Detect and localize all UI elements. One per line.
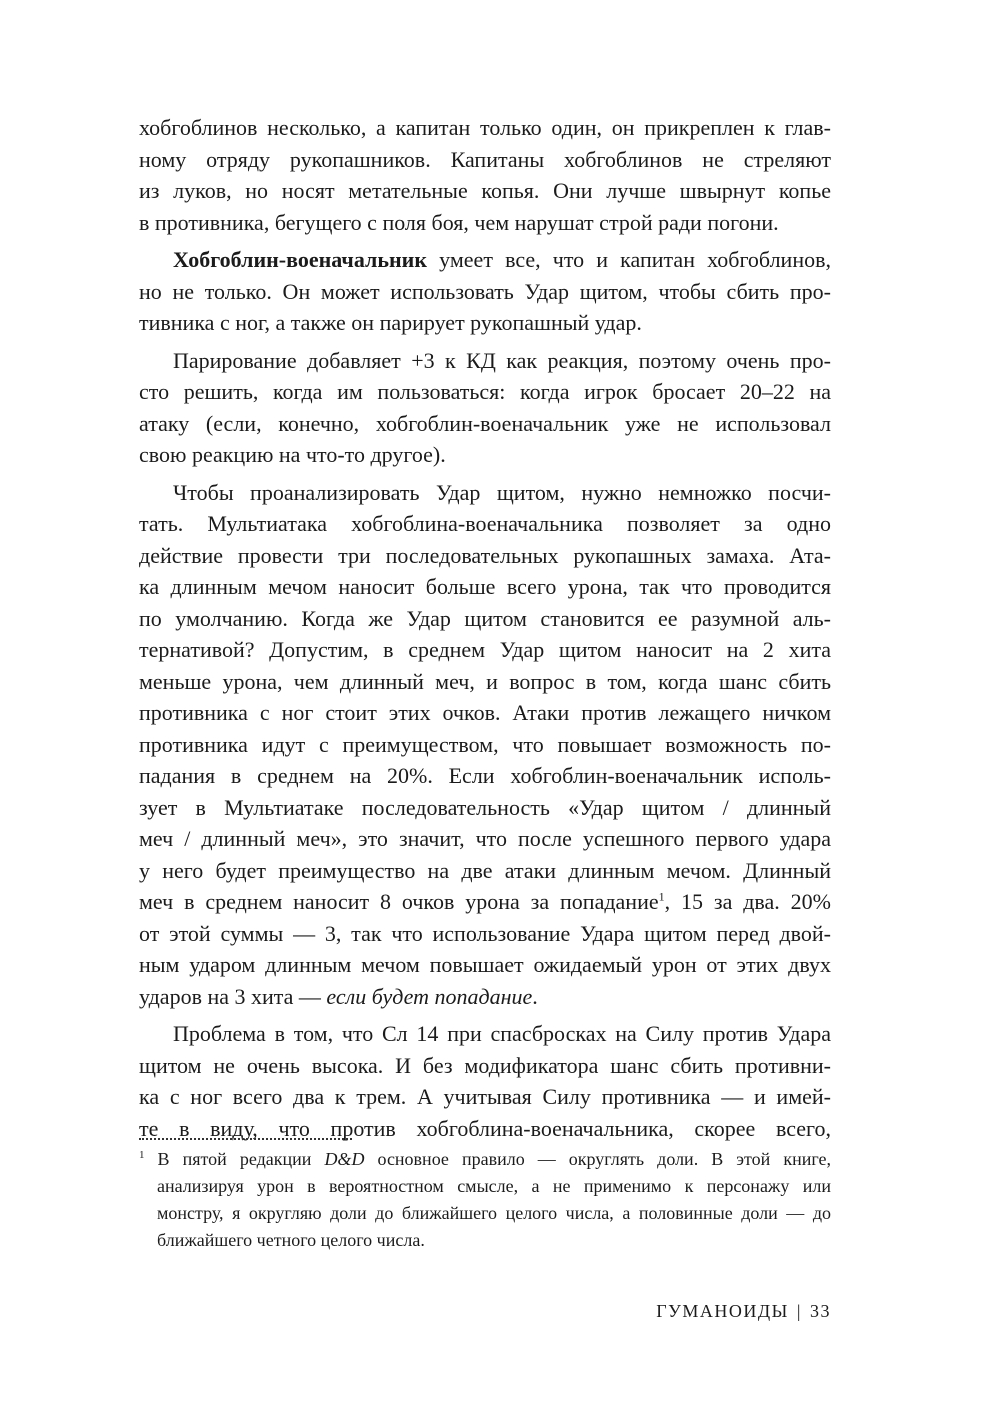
- footnote-line: анализируя урон в вероятностном смысле, а не применимо к персонажу или: [157, 1176, 831, 1196]
- text-line: по умолчанию. Когда же Удар щитом становится ее разумной аль-: [139, 605, 831, 631]
- text-line: свою реакцию на что-то другое).: [139, 442, 446, 467]
- text-line: тать. Мультиатака хобгоблина-военачальника позволяет за одно: [139, 511, 831, 536]
- text-line: меньше урона, чем длинный меч, и вопрос в том, когда шанс сбить: [139, 668, 831, 694]
- text-line: [139, 886, 831, 918]
- text-run: .: [532, 983, 538, 1009]
- footnote-line: монстру, я округляю доли до ближайшего целого числа, а половинные доли — до: [157, 1203, 831, 1223]
- text-line: Чтобы проанализировать Удар щитом, нужно немножко посчи-: [173, 479, 831, 505]
- footnote-number: 1: [139, 1149, 145, 1161]
- text-line: щитом не очень высока. И без модификатора шанс сбить противни-: [139, 1052, 831, 1078]
- page-body: [139, 112, 831, 1144]
- text-run: , 15 за два. 20%: [664, 889, 831, 914]
- text-line: от этой суммы — 3, так что использование Удара щитом перед двой-: [139, 920, 831, 946]
- text-line: но не только. Он может использовать Удар щитом, чтобы сбить про-: [139, 278, 831, 304]
- text-line: [139, 981, 831, 1013]
- text-line: хобгоблинов несколько, а капитан только один, он прикреплен к глав-: [139, 115, 831, 140]
- text-line: [139, 244, 831, 276]
- text-line: ному отряду рукопашников. Капитаны хобгоблинов не стреляют: [139, 146, 831, 172]
- text-line: те в виду, что против хобгоблина-военачальника, скорее всего,: [139, 1115, 831, 1141]
- text-line: атаку (если, конечно, хобгоблин-военачальник уже не использовал: [139, 410, 831, 436]
- text-line: тивника с ног, а также он парирует рукопашный удар.: [139, 310, 642, 335]
- footnote: [139, 1146, 831, 1254]
- text-line: зует в Мультиатаке последовательность «Удар щитом / длинный: [139, 794, 831, 820]
- text-line: противника с ног стоит этих очков. Атаки против лежащего ничком: [139, 700, 831, 725]
- footnote-divider: [139, 1138, 352, 1140]
- text-line: меч / длинный меч», это значит, что после успешного первого удара: [139, 826, 831, 851]
- footer-separator: |: [796, 1301, 802, 1321]
- text-run: умеет все, что и капитан хобгоблинов,: [427, 247, 831, 272]
- bold-term: Хобгоблин-военачальник: [173, 247, 428, 272]
- running-footer: [656, 1301, 831, 1322]
- section-title: ГУМАНОИДЫ: [656, 1301, 789, 1321]
- text-line: сто решить, когда им пользоваться: когда игрок бросает 20–22 на: [139, 379, 831, 404]
- text-line: Проблема в том, что Сл 14 при спасбросках на Силу против Удара: [173, 1021, 831, 1046]
- text-line: действие провести три последовательных рукопашных замаха. Ата-: [139, 542, 831, 568]
- text-run: В пятой редакции: [144, 1149, 325, 1169]
- text-line: ным ударом длинным мечом повышает ожидаемый урон от этих двух: [139, 952, 831, 977]
- text-line: тернативой? Допустим, в среднем Удар щитом наносит на 2 хита: [139, 637, 831, 662]
- footnote-line: ближайшего четного целого числа.: [157, 1230, 425, 1250]
- footnote-line: [139, 1146, 831, 1173]
- text-line: у него будет преимущество на две атаки длинным мечом. Длинный: [139, 857, 831, 883]
- text-run: ударов на 3 хита —: [139, 983, 327, 1009]
- text-line: противника идут с преимуществом, что повышает возможность по-: [139, 731, 831, 757]
- italic-phrase: D&D: [324, 1149, 365, 1169]
- text-line: ка с ног всего два к трем. А учитывая Силу противника — и имей-: [139, 1084, 831, 1109]
- page-number: 33: [810, 1301, 831, 1321]
- footnote-reference[interactable]: 1: [658, 889, 665, 904]
- text-line: падания в среднем на 20%. Если хобгоблин-военачальник исполь-: [139, 763, 831, 788]
- text-line: Парирование добавляет +3 к КД как реакция, поэтому очень про-: [173, 347, 831, 373]
- text-run: основное правило — округлять доли. В этой книге,: [364, 1149, 831, 1169]
- text-run: меч в среднем наносит 8 очков урона за попадание: [139, 889, 659, 914]
- text-line: ка длинным мечом наносит больше всего урона, так что проводится: [139, 574, 831, 599]
- italic-phrase: если будет попадание: [326, 983, 533, 1009]
- text-line: в противника, бегущего с поля боя, чем нарушат строй ради погони.: [139, 209, 779, 235]
- text-line: из луков, но носят метательные копья. Они лучше швырнут копье: [139, 178, 831, 203]
